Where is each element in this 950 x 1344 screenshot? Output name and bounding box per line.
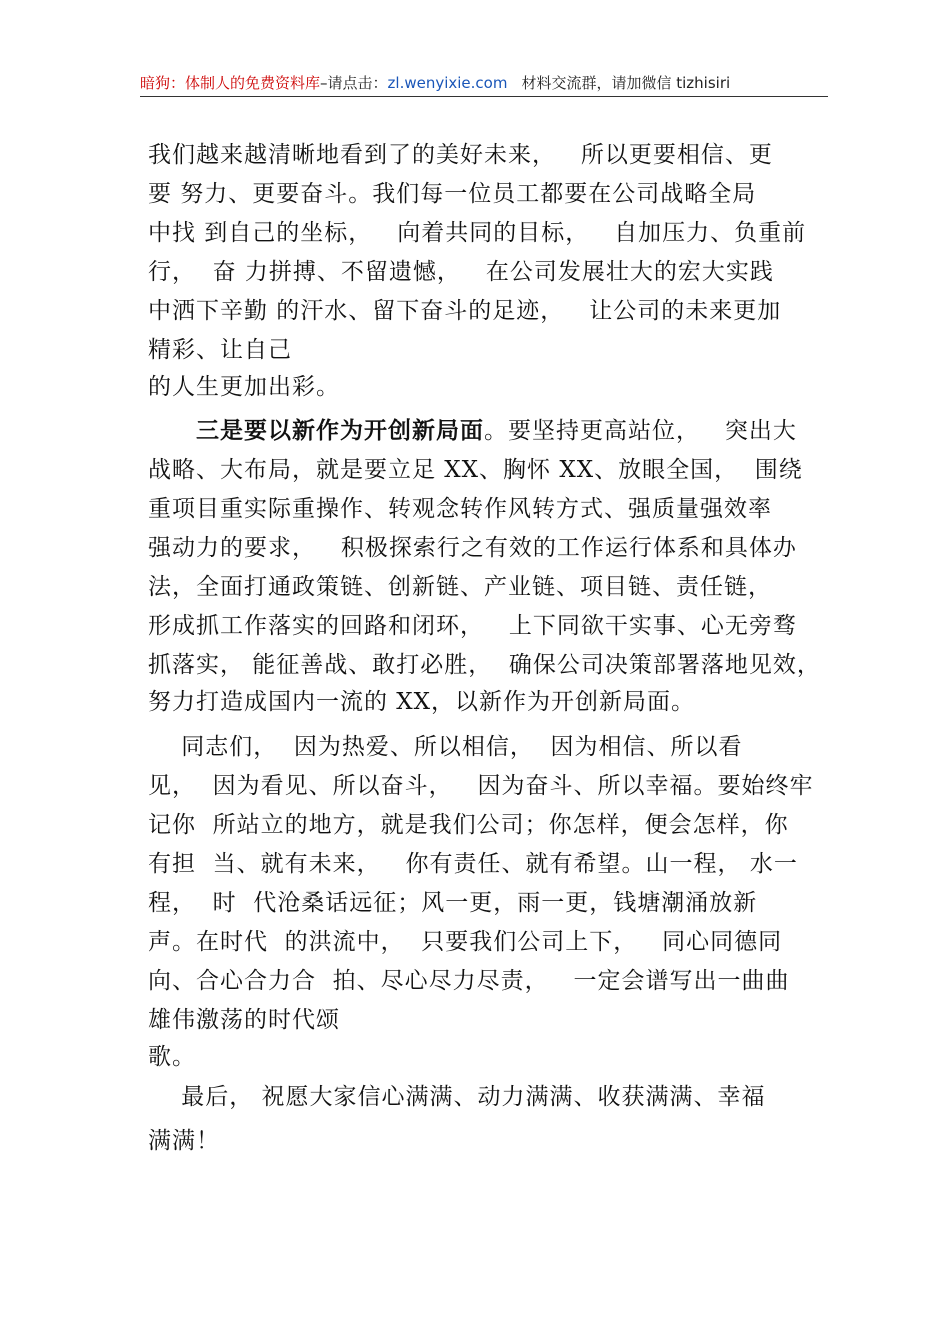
paragraph2-line-5: 法，全面打通政策链、创新链、产业链、项目链、责任链， — [148, 574, 772, 600]
paragraph3-line-2: 见， 因为看见、所以奋斗， 因为奋斗、所以幸福。要始终牢 — [148, 773, 814, 799]
paragraph3-line-5: 程， 时 代沧桑话远征；风一更，雨一更，钱塘潮涌放新 — [148, 890, 758, 916]
paragraph2-line-8: 努力打造成国内一流的 XX，以新作为开创新局面。 — [148, 689, 696, 715]
header-url-link[interactable]: zl.wenyixie.com — [387, 74, 508, 92]
paragraph3-line-7: 向、合心合力合 拍、尽心尽力尽责， 一定会谱写出一曲曲 — [148, 968, 790, 994]
paragraph1-line-7: 的人生更加出彩。 — [148, 374, 340, 400]
paragraph2-line-1 — [196, 416, 797, 446]
paragraph2-line-7: 抓落实， 能征善战、敢打必胜， 确保公司决策部署落地见效， — [148, 652, 821, 678]
page-header — [140, 72, 828, 97]
header-site-name: 暗狗：体制人的免费资料库 — [140, 74, 321, 92]
header-click-prompt: –请点击： — [320, 74, 388, 92]
paragraph1-line-5: 中洒下辛勤 的汗水、留下奋斗的足迹， 让公司的未来更加 — [148, 298, 782, 324]
paragraph2-heading: 三是要以新作为开创新局面 — [196, 418, 484, 444]
paragraph4-line-2: 满满！ — [148, 1128, 220, 1154]
paragraph1-line-1: 我们越来越清晰地看到了的美好未来， 所以更要相信、更 — [148, 142, 773, 168]
paragraph3-line-6: 声。在时代 的洪流中， 只要我们公司上下， 同心同德同 — [148, 929, 783, 955]
paragraph4-line-1: 最后， 祝愿大家信心满满、动力满满、收获满满、幸福 — [148, 1084, 766, 1110]
paragraph2-line-3: 重项目重实际重操作、转观念转作风转方式、强质量强效率 — [148, 496, 772, 522]
paragraph3-line-1: 同志们， 因为热爱、所以相信， 因为相信、所以看 — [148, 734, 743, 760]
paragraph1-line-6: 精彩、让自己 — [148, 337, 292, 363]
paragraph3-line-9: 歌。 — [148, 1044, 196, 1070]
header-wechat-note: 材料交流群，请加微信 tizhisiri — [521, 74, 731, 92]
paragraph1-line-3: 中找 到自己的坐标， 向着共同的目标， 自加压力、负重前 — [148, 220, 807, 246]
paragraph3-line-4: 有担 当、就有未来， 你有责任、就有希望。山一程， 水一 — [148, 851, 798, 877]
paragraph2-line-4: 强动力的要求， 积极探索行之有效的工作运行体系和具体办 — [148, 535, 797, 561]
paragraph1-line-4: 行， 奋 力拼搏、不留遗憾， 在公司发展壮大的宏大实践 — [148, 259, 774, 285]
paragraph2-line-6: 形成抓工作落实的回路和闭环， 上下同欲干实事、心无旁骛 — [148, 613, 797, 639]
paragraph3-line-3: 记你 所站立的地方，就是我们公司；你怎样，便会怎样，你 — [148, 812, 789, 838]
paragraph2-line-2: 战略、大布局，就是要立足 XX、胸怀 XX、放眼全国， 围绕 — [148, 457, 803, 483]
paragraph3-line-8: 雄伟激荡的时代颂 — [148, 1007, 340, 1033]
paragraph1-line-2: 要 努力、更要奋斗。我们每一位员工都要在公司战略全局 — [148, 181, 757, 207]
paragraph2-first-line-rest: 。要坚持更高站位， 突出大 — [484, 418, 797, 444]
